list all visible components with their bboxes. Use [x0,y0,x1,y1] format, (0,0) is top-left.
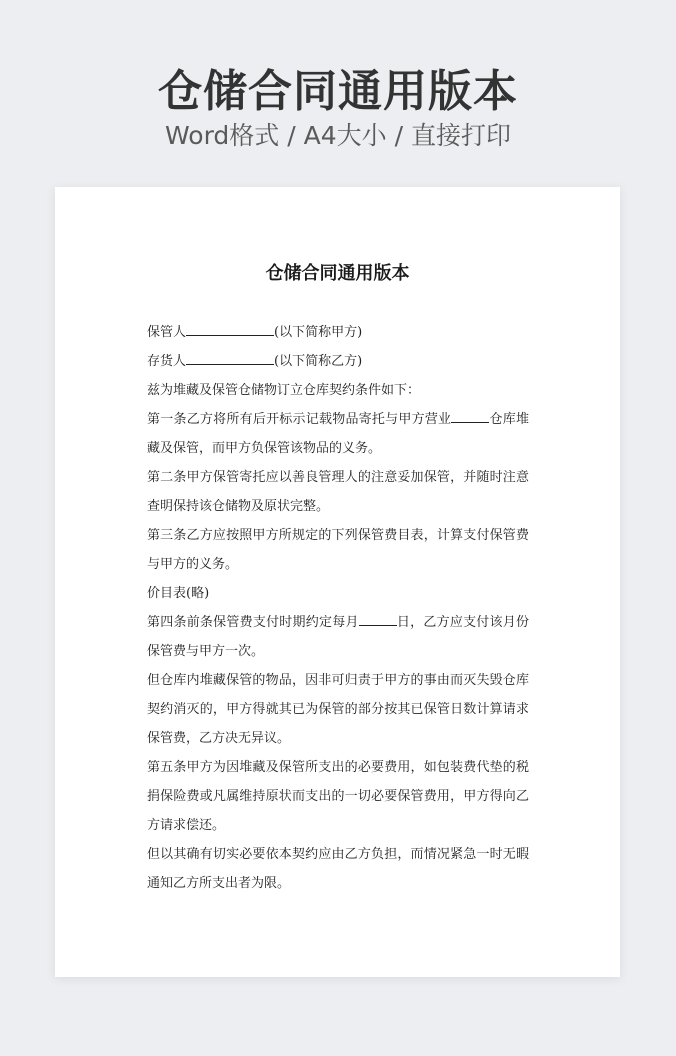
article-4 [147,608,529,666]
depositor-blank [186,350,274,365]
custodian-suffix: (以下简称甲方) [274,325,363,340]
article-4-after: 日，乙方应支付该月份保管费与甲方一次。 [147,615,529,659]
article-4-before: 第四条前条保管费支付时期约定每月 [147,615,359,630]
custodian-blank [186,321,274,336]
article-4-blank [359,611,397,626]
article-3: 第三条乙方应按照甲方所规定的下列保管费目表，计算支付保管费与甲方的义务。 [147,528,529,572]
article-1 [147,405,529,463]
depositor-line [147,347,529,376]
document-page [55,187,620,977]
article-2: 第二条甲方保管寄托应以善良管理人的注意妥加保管，并随时注意查明保持该仓储物及原状完整。 [147,470,529,514]
article-4-note: 但仓库内堆藏保管的物品，因非可归责于甲方的事由而灭失毁仓库契约消灭的，甲方得就其已为保管的部分按其已保管日数计算请求保管费，乙方决无异议。 [147,673,529,746]
article-1-before: 第一条乙方将所有后开标示记载物品寄托与甲方营业 [147,412,452,427]
document-body [147,318,529,898]
banner-subtitle: Word格式 / A4大小 / 直接打印 [165,121,511,150]
depositor-suffix: (以下简称乙方) [274,354,363,369]
document-title: 仓储合同通用版本 [265,263,410,284]
banner-title: 仓储合同通用版本 [158,66,518,117]
article-5: 第五条甲方为因堆藏及保管所支出的必要费用，如包装费代垫的税捐保险费或凡属维持原状而支出的一切必要保管费用，甲方得向乙方请求偿还。 [147,760,529,833]
article-1-after: 仓库堆藏及保管，而甲方负保管该物品的义务。 [147,412,529,456]
depositor-label: 存货人 [147,354,187,369]
custodian-label: 保管人 [147,325,187,340]
article-1-blank [451,408,489,423]
price-list-line: 价目表(略) [147,586,210,601]
article-5-note: 但以其确有切实必要依本契约应由乙方负担，而情况紧急一时无暇通知乙方所支出者为限。 [147,847,529,891]
custodian-line [147,318,529,347]
intro-paragraph: 兹为堆藏及保管仓储物订立仓库契约条件如下： [147,383,421,398]
